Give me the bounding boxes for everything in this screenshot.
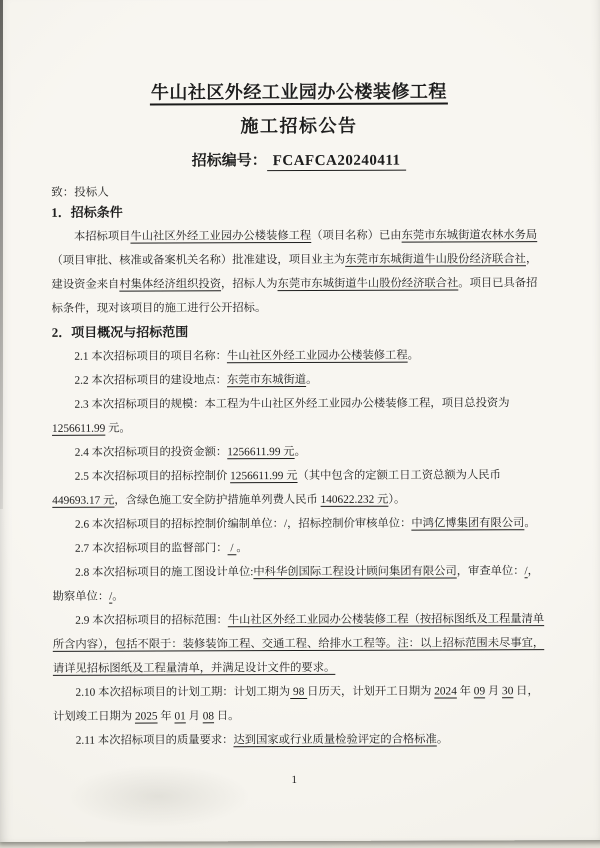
underlined-text: 东莞市东城街道农林水务局 bbox=[401, 229, 538, 242]
underlined-text: 村集体经济组织投资 bbox=[119, 278, 222, 291]
document-content bbox=[51, 0, 550, 753]
text-run: 。 bbox=[436, 733, 449, 746]
paragraph bbox=[52, 511, 548, 537]
underlined-text: 08 bbox=[202, 710, 215, 723]
underlined-text: / bbox=[227, 542, 237, 555]
underlined-text: 东莞市东城街道 bbox=[226, 373, 307, 387]
text-run: （其中包含的定额工日工资总额为人民币 bbox=[297, 469, 501, 483]
underlined-text: / bbox=[524, 565, 528, 578]
underlined-text: 牛山社区外经工业园办公楼装修工程（按招标图纸及工程量清单所含内容），包括不限于：装修装饰工程、交通工程、给排水工程等。注：以上招标范围未尽事宜，请详见招标图纸及工程量清单，并满足设计文件的要求。 bbox=[52, 613, 545, 675]
text-run: 日。 bbox=[214, 710, 240, 723]
text-run: 。 bbox=[236, 542, 248, 555]
document-title-text: 牛山社区外经工业园办公楼装修工程 bbox=[150, 81, 448, 105]
text-run: 年 bbox=[456, 685, 474, 698]
text-run: 2.1 本次招标项目的项目名称： bbox=[74, 350, 227, 363]
underlined-text: 1256611.99 元 bbox=[230, 470, 298, 483]
text-run: ，含绿色施工安全防护措施单列费人民币 bbox=[114, 493, 321, 507]
underlined-text: 东莞市东城街道牛山股份经济联合社 bbox=[277, 277, 459, 291]
text-run: 2.8 本次招标项目的施工图设计单位: bbox=[75, 566, 254, 579]
underlined-text: 牛山社区外经工业园办公楼装修工程 bbox=[130, 229, 312, 243]
underlined-text: 中科华创国际工程设计顾问集团有限公司 bbox=[253, 565, 457, 579]
text-run: 2.7 本次招标项目的监督部门： bbox=[75, 542, 228, 555]
text-run: 日历天，计划开工日期为 bbox=[307, 685, 435, 698]
text-run: 。 bbox=[407, 349, 419, 362]
underlined-text: 449693.17 元 bbox=[52, 494, 115, 507]
tender-number-label: 招标编号： bbox=[191, 153, 267, 170]
paragraph bbox=[52, 535, 548, 561]
text-run: （项目名称）已由 bbox=[311, 229, 402, 242]
text-run: 年 bbox=[157, 710, 175, 723]
text-run: 元。 bbox=[105, 422, 131, 435]
text-run: 。 bbox=[524, 517, 536, 530]
underlined-text: / bbox=[109, 590, 113, 603]
paragraph bbox=[52, 439, 548, 465]
addressee-line: 致：投标人 bbox=[51, 186, 109, 199]
paragraph bbox=[52, 463, 548, 513]
text-run: 。 bbox=[306, 373, 318, 386]
text-run: 。项目已具备招标条件，现对该项目的施工进行公开招标。 bbox=[51, 277, 538, 315]
text-run: （项目审批、核准或备案机关名称）批准建设，项目业主为 bbox=[51, 253, 346, 267]
text-run: ，建设资金来自 bbox=[51, 253, 538, 291]
document-body bbox=[51, 199, 549, 753]
text-run: ，审查单位： bbox=[456, 565, 525, 578]
text-run: 月 bbox=[185, 710, 203, 723]
text-run: 月 bbox=[485, 685, 503, 698]
section-heading: 2．项目概况与招标范围 bbox=[51, 324, 189, 340]
document-title bbox=[51, 79, 547, 105]
text-run: 2.10 本次招标项目的计划工期：计划工期为 bbox=[75, 686, 291, 699]
underlined-text: 东莞市东城街道牛山股份经济联合社 bbox=[345, 253, 526, 266]
paragraph bbox=[52, 343, 548, 369]
tender-number-line bbox=[51, 149, 547, 173]
paragraph bbox=[53, 679, 549, 729]
underlined-text: 98 bbox=[290, 685, 308, 699]
text-run: 。 bbox=[294, 445, 306, 459]
paragraph bbox=[53, 727, 549, 753]
section-heading: 1．招标条件 bbox=[51, 204, 123, 220]
page-number: 1 bbox=[291, 774, 298, 787]
underlined-text: 1256611.99 元 bbox=[227, 446, 295, 459]
underlined-text: 30 bbox=[502, 685, 514, 698]
text-run: 2.11 本次招标项目的质量要求： bbox=[75, 734, 234, 747]
text-run: ）。 bbox=[388, 493, 406, 506]
text-run: 2.3 本次招标项目的规模：本工程为牛山社区外经工业园办公楼装修工程，项目总投资为 bbox=[74, 397, 510, 411]
paragraph bbox=[52, 367, 548, 393]
text-run: 本招标项目 bbox=[73, 230, 131, 243]
underlined-text: 2025 bbox=[134, 710, 158, 723]
underlined-text: 09 bbox=[473, 685, 486, 698]
text-run: ，招标人为 bbox=[220, 278, 278, 291]
text-run: 2.4 本次招标项目的投资金额： bbox=[74, 446, 228, 459]
text-run: 2.9 本次招标项目的招标范围： bbox=[75, 614, 228, 627]
underlined-text: 达到国家或行业质量检验评定的合格标准 bbox=[233, 733, 437, 747]
underlined-text: 1256611.99 bbox=[52, 422, 106, 435]
text-run: 日，计划竣工日期为 bbox=[53, 685, 539, 723]
underlined-text: 牛山社区外经工业园办公楼装修工程 bbox=[226, 349, 408, 363]
paragraph bbox=[52, 559, 548, 609]
text-run: 2.2 本次招标项目的建设地点： bbox=[74, 374, 227, 387]
document-subtitle: 施工招标公告 bbox=[240, 115, 358, 137]
underlined-text: 140622.232 元 bbox=[320, 493, 389, 506]
text-run: 2.6 本次招标项目的招标控制价编制单位：/，招标控制价审核单位： bbox=[74, 517, 412, 531]
text-run: 2.5 本次招标项目的招标控制价 bbox=[74, 470, 231, 483]
text-run: 。 bbox=[112, 590, 124, 603]
underlined-text: 2024 bbox=[434, 685, 457, 698]
underlined-text: 01 bbox=[174, 710, 186, 723]
paragraph bbox=[53, 607, 549, 681]
text-run: ，勘察单位： bbox=[52, 565, 540, 603]
paragraph bbox=[52, 391, 548, 441]
paragraph bbox=[51, 223, 547, 321]
tender-number-value: FCAFCA20240411 bbox=[267, 153, 407, 171]
underlined-text: 中鸿亿博集团有限公司 bbox=[411, 517, 525, 530]
